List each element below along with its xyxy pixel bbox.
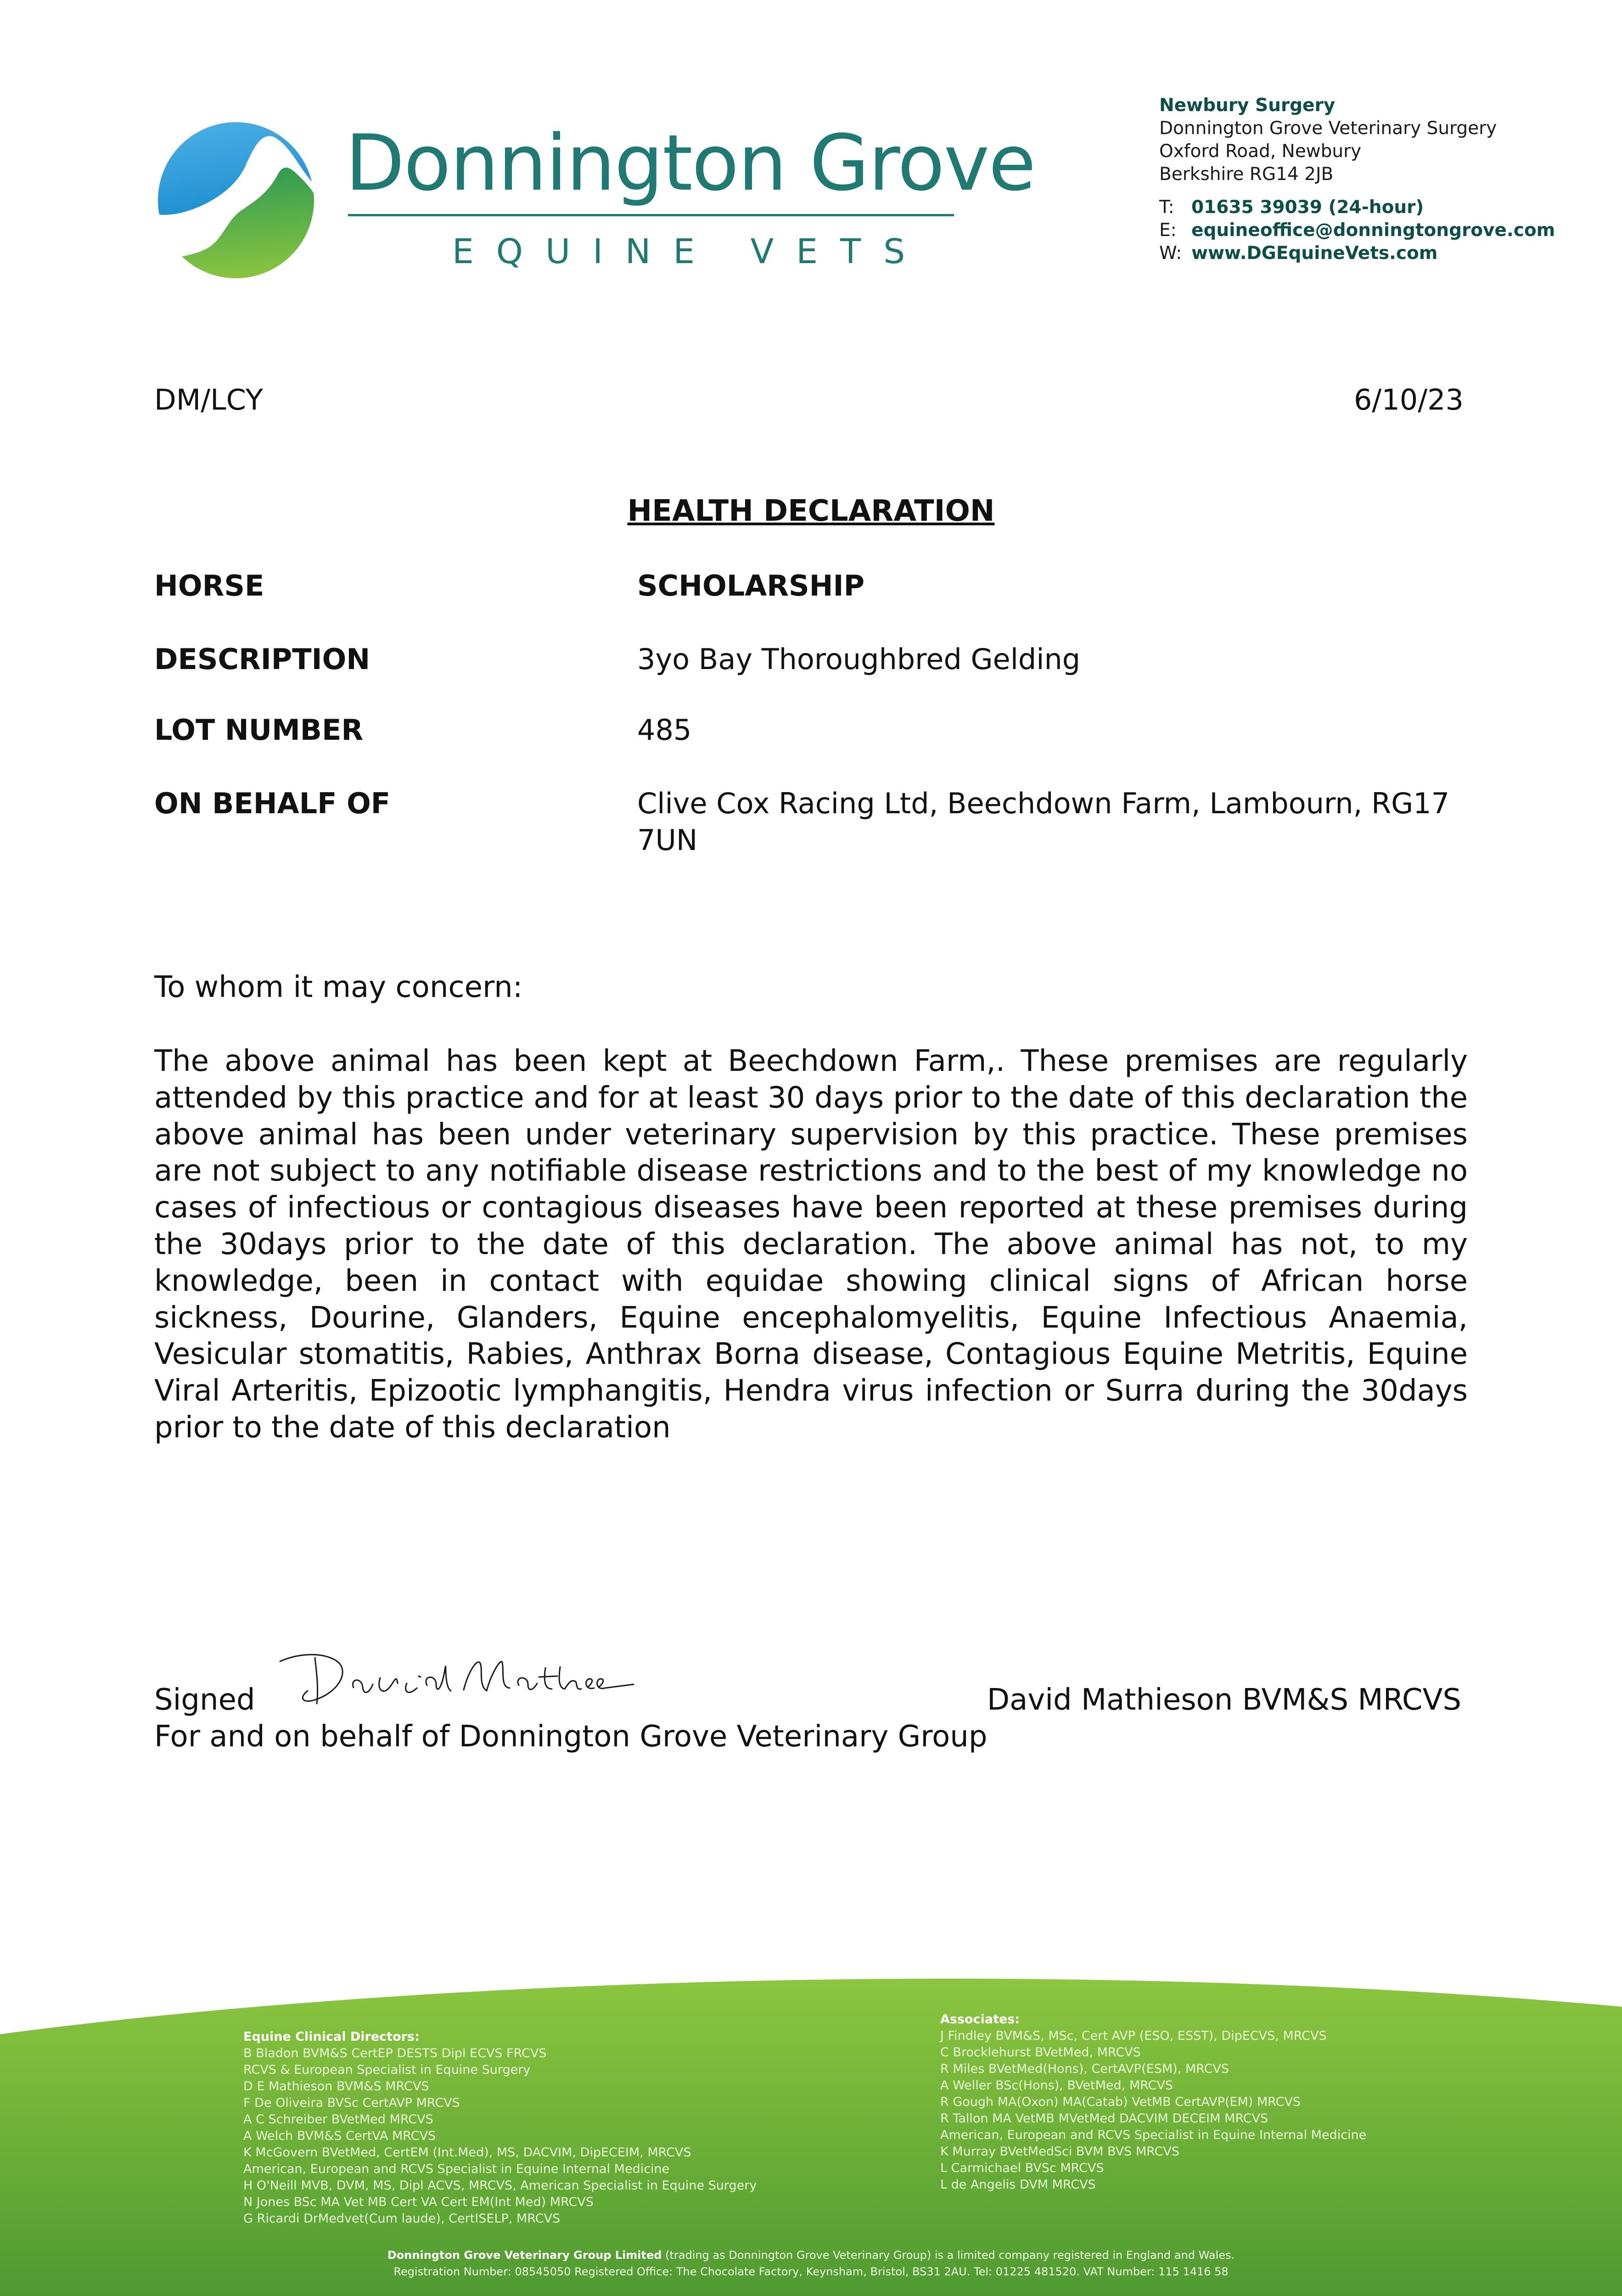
phone-label: T: (1159, 197, 1174, 218)
on-behalf-line: For and on behalf of Donnington Grove Veterinary Group (154, 1720, 988, 1754)
brand-name: Donnington Grove (345, 118, 1035, 208)
document-title: HEALTH DECLARATION (627, 494, 995, 528)
email-label: E: (1159, 220, 1177, 241)
contact-block (1159, 94, 1555, 265)
associate-line: R Tallon MA VetMB MVetMed DACVIM DECEIM MRCVS (940, 2111, 1268, 2126)
legal-line: (trading as Donnington Grove Veterinary Group) is a limited company registered in England and Wales. (662, 2249, 1235, 2262)
web-label: W: (1159, 243, 1182, 264)
address-line: Oxford Road, Newbury (1159, 141, 1362, 162)
director-line: American, European and RCVS Specialist in Equine Internal Medicine (243, 2162, 670, 2176)
associate-line: L Carmichael BVSc MRCVS (940, 2161, 1104, 2175)
registration-line: Registration Number: 08545050 Registered Office: The Chocolate Factory, Keynsham, Bristol, BS31 2AU. Tel: 01225 481520. VAT Number: 115 1416 58 (393, 2265, 1229, 2278)
associate-line: A Weller BSc(Hons), BVetMed, MRCVS (940, 2078, 1173, 2093)
director-line: B Bladon BVM&S CertEP DESTS Dipl ECVS FRCVS (243, 2046, 547, 2060)
director-line: H O'Neill MVB, DVM, MS, Dipl ACVS, MRCVS, American Specialist in Equine Surgery (243, 2178, 757, 2193)
associate-line: C Brocklehurst BVetMed, MRCVS (940, 2045, 1141, 2060)
associates (940, 2011, 1366, 2193)
letter-date: 6/10/23 (1353, 383, 1464, 416)
on-behalf-label: ON BEHALF OF (154, 787, 391, 820)
description-value: 3yo Bay Thoroughbred Gelding (637, 642, 1081, 676)
practice-name: Newbury Surgery (1159, 95, 1336, 116)
clinical-directors (243, 2029, 757, 2227)
company-name: Donnington Grove Veterinary Group Limited (387, 2249, 662, 2262)
director-line: N Jones BSc MA Vet MB Cert VA Cert EM(Int Med) MRCVS (243, 2195, 594, 2209)
address-line: Berkshire RG14 2JB (1159, 164, 1334, 185)
director-line: G Ricardi DrMedvet(Cum laude), CertISELP, MRCVS (243, 2212, 561, 2226)
brand-tagline: EQUINE VETS (452, 232, 928, 271)
associate-line: L de Angelis DVM MRCVS (940, 2178, 1096, 2192)
phone-number: 01635 39039 (24-hour) (1191, 197, 1424, 218)
email-link[interactable]: equineoffice@donningtongrove.com (1191, 220, 1555, 241)
on-behalf-value: Clive Cox Racing Ltd, Beechdown Farm, Lambourn, RG17 7UN (637, 787, 1450, 857)
lot-number-value: 485 (637, 713, 692, 747)
website-link[interactable]: www.DGEquineVets.com (1191, 243, 1438, 264)
associate-line: J Findley BVM&S, MSc, Cert AVP (ESO, ESST), DipECVS, MRCVS (940, 2029, 1327, 2043)
director-line: F De Oliveira BVSc CertAVP MRCVS (243, 2096, 460, 2110)
brand-divider (348, 214, 954, 216)
director-line: D E Mathieson BVM&S MRCVS (243, 2079, 429, 2093)
directors-heading: Equine Clinical Directors: (243, 2030, 420, 2044)
director-line: A C Schreiber BVetMed MRCVS (243, 2112, 433, 2127)
signatory-name: David Mathieson BVM&S MRCVS (987, 1683, 1461, 1717)
director-line: RCVS & European Specialist in Equine Surgery (243, 2063, 531, 2077)
description-label: DESCRIPTION (154, 642, 370, 676)
address-line: Donnington Grove Veterinary Surgery (1159, 118, 1497, 139)
associate-line: R Gough MA(Oxon) MA(Catab) VetMB CertAVP(EM) MRCVS (940, 2095, 1301, 2109)
associates-heading: Associates: (940, 2012, 1020, 2026)
horse-label: HORSE (154, 569, 264, 602)
practice-logo (154, 118, 318, 282)
company-registration (0, 2247, 1622, 2280)
phone-row (1159, 196, 1555, 219)
handwritten-signature (271, 1639, 638, 1713)
signed-label: Signed (154, 1683, 255, 1717)
salutation: To whom it may concern: (154, 970, 523, 1004)
horse-value: SCHOLARSHIP (637, 569, 865, 602)
associate-line: American, European and RCVS Specialist in Equine Internal Medicine (940, 2128, 1367, 2142)
lot-number-label: LOT NUMBER (154, 713, 364, 747)
declaration-body: The above animal has been kept at Beechdown Farm,. These premises are regularly attended by this practice and for at least 30 days prior to the date of this declaration the above animal has been under veterinary supervision by this practice. These premises are not subject to any notifiable disease restrictions and to the best of my knowledge no cases of infectious or contagious diseases have been reported at these premises during the 30days prior to the date of this declaration. The above animal has not, to my knowledge, been in contact with equidae showing clinical signs of African horse sickness, Dourine, Glanders, Equine encephalomyelitis, Equine Infectious Anaemia, Vesicular stomatitis, Rabies, Anthrax Borna disease, Contagious Equine Metritis, Equine Viral Arteritis, Epizootic lymphangitis, Hendra virus infection or Surra during the 30days prior to the date of this declaration (154, 1044, 1468, 1445)
associate-line: R Miles BVetMed(Hons), CertAVP(ESM), MRCVS (940, 2062, 1229, 2076)
director-line: A Welch BVM&S CertVA MRCVS (243, 2129, 436, 2143)
email-row (1159, 219, 1555, 242)
associate-line: K Murray BVetMedSci BVM BVS MRCVS (940, 2144, 1180, 2159)
director-line: K McGovern BVetMed, CertEM (Int.Med), MS, DACVIM, DipECEIM, MRCVS (243, 2145, 691, 2160)
web-row (1159, 242, 1555, 265)
reference-code: DM/LCY (154, 383, 263, 416)
